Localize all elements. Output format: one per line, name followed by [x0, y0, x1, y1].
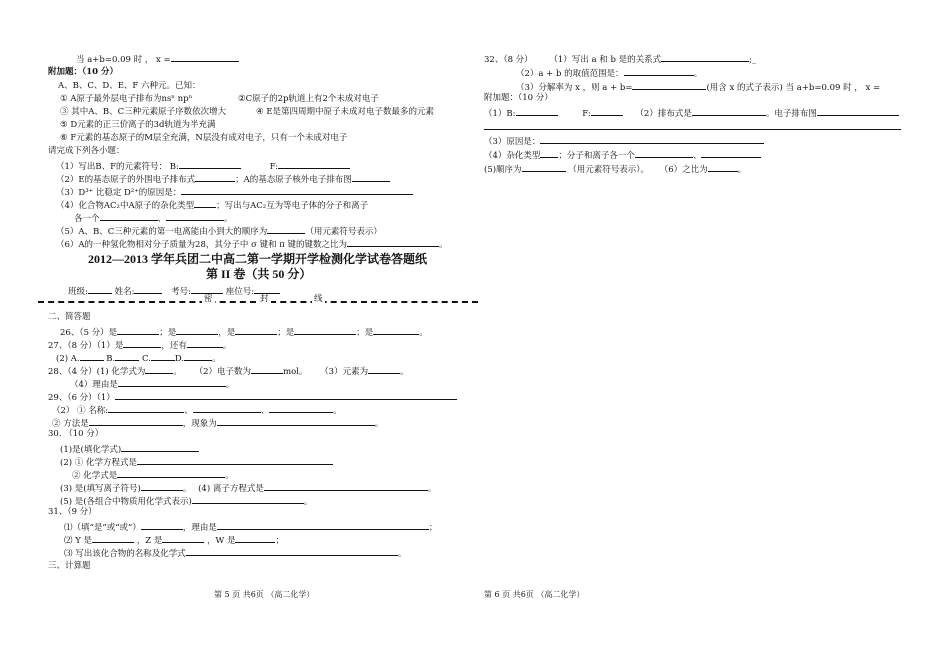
q26-label: 26、（5 分）是 — [60, 328, 118, 338]
r6-label: （6）之比为 — [659, 165, 708, 175]
class-field[interactable] — [88, 285, 112, 294]
r1-b-label: （1）B: — [484, 109, 516, 119]
q6-label: （6）A的一种氢化物相对分子质量为28，其分子中 σ 键和 π 键的键数之比为 — [56, 240, 348, 250]
q26: 26、（5 分）是 ；是 ，是 ；是 ；是 。 — [60, 328, 428, 338]
also-label: ，还有 — [161, 341, 187, 351]
q32-x-label: 当 a+b=0.09 时 ， x = — [76, 55, 171, 65]
bonus-title: 附加题：（10 分） — [48, 67, 119, 77]
q5-label-b: （用元素符号表示） — [305, 227, 382, 237]
q31-2-w-label: ，W 是 — [207, 536, 236, 546]
q31-3: ⑶ 写出该化合物的名称及化学式 。 — [64, 549, 407, 559]
answer-blank[interactable] — [108, 404, 184, 413]
q29-3: ② 方法是 ，现象为 。 — [52, 419, 384, 429]
q2-label-b: ；A的基态原子核外电子排布图 — [235, 175, 352, 185]
q32-1-label: （1）写出 a 和 b 是的关系式 — [549, 55, 662, 65]
r4-label: （4）杂化类型 — [484, 151, 541, 161]
q29-2-label: （2） ① 名称: — [52, 406, 109, 416]
r5: (5)顺序为 （用元素符号表示）。 （6）之比为 。 — [484, 165, 747, 175]
answer-blank[interactable] — [269, 404, 333, 413]
answer-blank[interactable] — [217, 521, 429, 530]
question-1 — [56, 160, 350, 172]
answer-blank[interactable] — [162, 534, 204, 543]
answer-blank[interactable] — [145, 365, 173, 374]
question-5 — [56, 225, 382, 237]
answer-blank[interactable] — [186, 547, 398, 556]
r5-label: (5)顺序为 — [484, 165, 522, 175]
answer-blank[interactable] — [89, 417, 183, 426]
answer-blank[interactable] — [661, 53, 749, 62]
answer-blank[interactable] — [635, 149, 693, 158]
d-label: D. — [174, 354, 185, 364]
q32-continued — [76, 53, 239, 65]
q30-3-4: (3) 是(填写离子符号) 。 (4) 离子方程式是 。 — [60, 484, 437, 494]
answer-blank[interactable] — [92, 534, 134, 543]
q29 — [48, 391, 457, 403]
answer-blank[interactable] — [184, 352, 212, 361]
q30-5-label: (5) 是(各组合中物质用化学式表示) — [60, 497, 192, 507]
answer-blank[interactable] — [187, 339, 223, 348]
exam-no-field[interactable] — [191, 285, 223, 294]
q30-3-label: (3) 是(填写离子符号) — [60, 484, 141, 494]
question-4 — [56, 199, 368, 211]
question-3 — [56, 186, 413, 198]
q4-label-c: 各一个 — [74, 214, 100, 224]
q32-2-label: （2）a + b 的取值范围是： — [516, 69, 624, 79]
page-footer-6: 第 6 页 共6页 （高二化学） — [484, 590, 585, 599]
answer-blank[interactable] — [117, 469, 225, 478]
bonus-answer-title: 附加题：（10 分） — [484, 93, 553, 103]
q31-2-z-label: ，Z 是 — [136, 536, 163, 546]
answer-blank[interactable] — [817, 107, 899, 116]
q5-label: （5）A、B、C三种元素的第一电离能由小到大的顺序为 — [56, 227, 268, 237]
answer-blank[interactable] — [100, 212, 158, 221]
answer-blank[interactable] — [181, 186, 413, 195]
exam-no-label: 考号: — [171, 287, 192, 297]
answer-blank[interactable] — [115, 391, 457, 400]
condition-5: ⑤ D元素的正三价离子的3d轨道为半充满 — [60, 120, 216, 130]
answer-blank[interactable] — [352, 173, 390, 182]
r3 — [484, 135, 764, 147]
q32: 32、（8 分） （1）写出 a 和 b 是的关系式 ;_ — [484, 55, 757, 65]
question-2 — [56, 173, 390, 185]
seal-char-2: 封 — [260, 294, 269, 304]
mol-label: mol。 — [283, 367, 308, 377]
r2-label-b: 。电子排布图 — [765, 109, 817, 119]
answer-blank[interactable] — [80, 352, 104, 361]
answer-blank[interactable] — [193, 404, 261, 413]
q30-2-label: (2) ① 化学方程式是 — [60, 458, 137, 468]
question-4-cont: 各一个 、 。 — [74, 214, 233, 224]
r4: （4）杂化类型 ；分子和离子各一个 、 — [484, 149, 761, 161]
r5-label-b: （用元素符号表示）。 — [568, 165, 650, 175]
answer-blank[interactable] — [192, 495, 304, 504]
q27: 27、（8 分）（1）是 ，还有 。 — [48, 341, 232, 351]
answer-blank[interactable] — [591, 107, 623, 116]
q31-3-label: ⑶ 写出该化合物的名称及化学式 — [64, 549, 186, 559]
q31-2: ⑵ Y 是 ，Z 是 ，W 是 ； — [64, 536, 284, 546]
q28-2-label: （2）电子数为 — [194, 367, 252, 377]
r4-label-b: ；分子和离子各一个 — [558, 151, 635, 161]
ask-text: 请完成下列各小题： — [48, 146, 125, 156]
q4-label-b: ；写出与AC₂互为等电子体的分子和离子 — [216, 201, 369, 211]
answer-blank[interactable] — [540, 135, 764, 144]
answer-blank[interactable] — [347, 238, 439, 247]
q2-label: （2）E的基态原子的外围电子排布式 — [56, 175, 196, 185]
q27-2: (2) A. B. C. D. 。 — [56, 354, 221, 364]
q32-3-label: （3）分解率为 x ，则 a + b= — [516, 83, 633, 93]
answer-blank[interactable] — [708, 163, 738, 172]
answer-blank[interactable] — [368, 365, 400, 374]
r1 — [484, 107, 899, 119]
answer-blank[interactable] — [176, 326, 218, 335]
condition-6: ⑥ F元素的基态原子的M层全充满，N层没有成对电子，只有一个未成对电子 — [60, 133, 348, 143]
q30-5: (5) 是(各组合中物质用化学式表示) 。 — [60, 497, 313, 507]
answer-blank[interactable] — [137, 456, 333, 465]
q32-label: 32、（8 分） — [484, 55, 533, 65]
answer-blank[interactable] — [166, 212, 224, 221]
q30-2 — [60, 456, 333, 468]
volume-title: 第 II 卷（共 50 分） — [206, 267, 312, 281]
q30-1-label: (1)是(填化学式) — [60, 445, 122, 455]
q31-1-label: ⑴（填“是”或“或”） — [64, 523, 141, 533]
answer-blank[interactable] — [373, 326, 419, 335]
answer-blank[interactable] — [171, 53, 239, 62]
answer-blank[interactable] — [624, 67, 694, 76]
condition-2: ②C原子的2p轨道上有2个未成对电子 — [238, 94, 379, 104]
answer-blank[interactable] — [701, 149, 761, 158]
q27-label: 27、（8 分）（1）是 — [48, 341, 124, 351]
answer-blank[interactable] — [121, 443, 199, 452]
b-label: B. — [106, 354, 116, 364]
q1-f-label: F: — [269, 162, 279, 172]
answer-blank[interactable] — [516, 107, 558, 116]
q29-3-label-b: ，现象为 — [182, 419, 217, 429]
answer-blank[interactable] — [267, 225, 305, 234]
r1-f-label: F: — [582, 109, 591, 119]
q28: 28、（4 分）(1) 化学式为 。 （2）电子数为 mol。 （3）元素为 。 — [48, 367, 409, 377]
answer-blank[interactable] — [115, 352, 139, 361]
seat-field[interactable] — [254, 285, 280, 294]
answer-blank[interactable] — [235, 534, 275, 543]
class-label: 班级: — [68, 287, 88, 297]
answer-blank[interactable] — [540, 149, 558, 158]
q32-2: （2）a + b 的取值范围是： 。 — [516, 69, 703, 79]
answer-blank[interactable] — [251, 365, 283, 374]
answer-blank[interactable] — [118, 378, 226, 387]
answer-blank[interactable] — [151, 352, 175, 361]
seat-label: 座位号: — [225, 287, 255, 297]
left-page — [48, 0, 478, 650]
is-label: ；是 — [356, 328, 374, 338]
q29-3-label: ② 方法是 — [52, 419, 89, 429]
q31-1: ⑴（填“是”或“或”） ，理由是 ； — [64, 523, 438, 533]
name-label: 姓名: — [114, 287, 135, 297]
answer-blank[interactable] — [141, 521, 183, 530]
is-label: ；是 — [277, 328, 295, 338]
q32-3-label-b: (用含 x 的式子表示) 当 a+b=0.09 时 ， x = — [706, 83, 881, 93]
q30-1 — [60, 443, 199, 455]
condition-4: ④ E是第四周期中原子未成对电子数最多的元素 — [256, 107, 435, 117]
section-2-title: 二、简答题 — [48, 312, 91, 322]
q29-label: 29、（6 分）（1） — [48, 393, 115, 403]
condition-1: ① A原子最外层电子排布为nsⁿ npⁿ — [60, 94, 193, 104]
answer-blank[interactable] — [264, 482, 428, 491]
answer-blank[interactable] — [123, 339, 161, 348]
is-label: ；是 — [159, 328, 177, 338]
answer-blank[interactable] — [278, 160, 350, 169]
q28-3-label: （3）元素为 — [320, 367, 369, 377]
q3-label: （3）D³⁺ 比稳定 D²⁺的原因是： — [56, 188, 182, 198]
answer-blank[interactable] — [117, 326, 159, 335]
q32-3 — [516, 81, 880, 93]
r3-label: （3）原因是： — [484, 137, 541, 147]
answer-sheet-title: 2012—2013 学年兵团二中高二第一学期开学检测化学试卷答题纸 — [88, 252, 428, 266]
q27-2-label: (2) A. — [56, 354, 80, 364]
q28-4: （4）理由是 。 — [70, 380, 235, 390]
section-3-title: 三、计算题 — [48, 561, 91, 571]
answer-blank[interactable] — [141, 482, 183, 491]
answer-blank[interactable] — [484, 121, 901, 130]
name-field[interactable] — [134, 285, 162, 294]
q30-title: 30. （10 分） — [48, 429, 104, 439]
q29-2: （2） ① 名称: 、 、 。 — [52, 406, 342, 416]
q31-2-y-label: ⑵ Y 是 — [64, 536, 93, 546]
answer-blank[interactable] — [692, 107, 766, 116]
r2-label: （2）排布式是 — [635, 109, 692, 119]
seal-char-1: 密 — [204, 294, 213, 304]
q4-label: （4）化合物AC₂中A原子的杂化类型 — [56, 201, 195, 211]
q28-4-label: （4）理由是 — [70, 380, 118, 390]
answer-blank[interactable] — [294, 326, 356, 335]
answer-blank[interactable] — [179, 160, 241, 169]
answer-blank[interactable] — [632, 81, 706, 90]
q30-4-label: (4) 离子方程式是 — [198, 484, 264, 494]
answer-blank[interactable] — [235, 326, 277, 335]
answer-blank[interactable] — [194, 199, 216, 208]
bonus-intro: A、B、C、D、E、F 六种元。已知： — [58, 81, 201, 91]
q31-1b-label: ，理由是 — [182, 523, 217, 533]
r2-cont — [484, 121, 901, 133]
right-page — [484, 0, 924, 650]
answer-blank[interactable] — [522, 163, 566, 172]
q30-2b: ② 化学式是 。 — [72, 471, 234, 481]
is-label: ，是 — [218, 328, 236, 338]
q1-b-label: （1）写出B、F的元素符号： B: — [56, 162, 179, 172]
answer-blank[interactable] — [195, 173, 235, 182]
question-6: （6）A的一种氢化物相对分子质量为28，其分子中 σ 键和 π 键的键数之比为 。 — [56, 240, 448, 250]
q31-title: 31、（9 分） — [48, 507, 97, 517]
page-footer-5: 第 5 页 共6页 （高二化学） — [214, 590, 315, 599]
seal-char-3: 线 — [314, 294, 323, 304]
q30-2b-label: ② 化学式是 — [72, 471, 118, 481]
condition-3: ③ 其中A、B、C三种元素原子序数依次增大 — [60, 107, 227, 117]
q28-label: 28、（4 分）(1) 化学式为 — [48, 367, 146, 377]
c-label: C. — [141, 354, 151, 364]
answer-blank[interactable] — [217, 417, 375, 426]
student-info — [68, 285, 280, 297]
